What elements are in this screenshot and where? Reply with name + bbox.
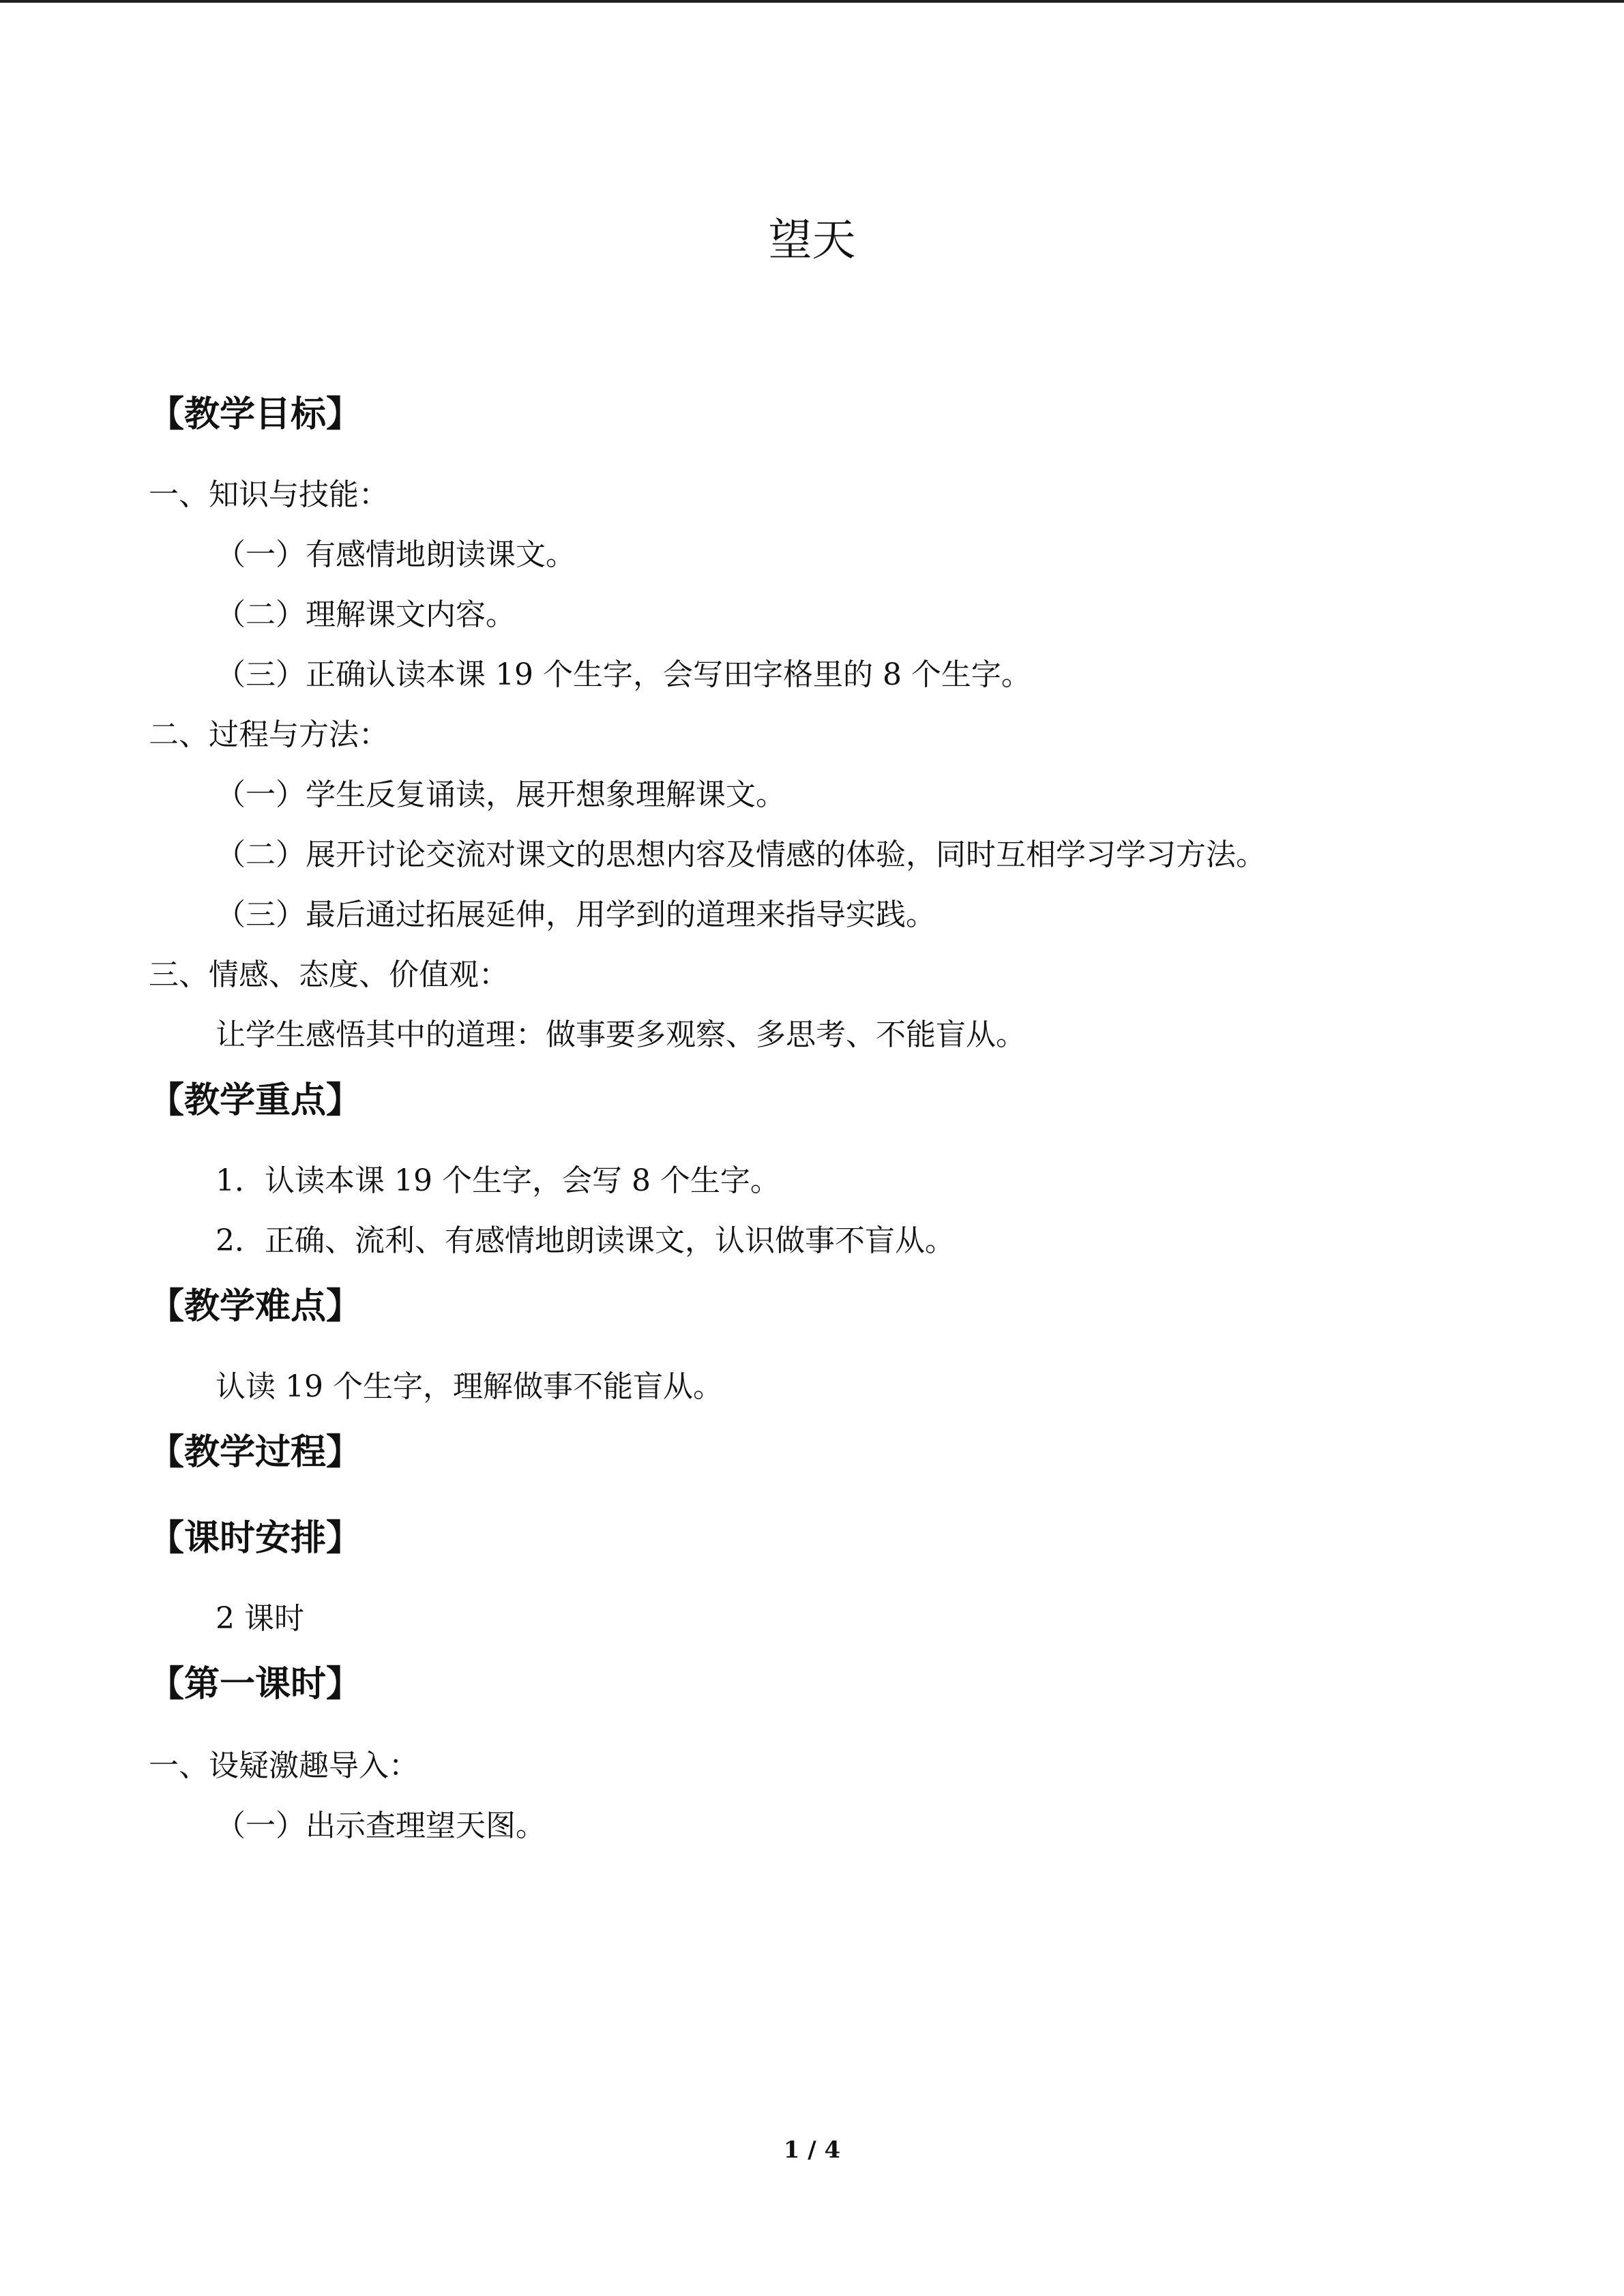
goals-part1-label: 一、知识与技能： xyxy=(149,477,389,512)
goals-part1-item-3: （三）正确认读本课 19 个生字，会写田字格里的 8 个生字。 xyxy=(216,657,1031,692)
lesson1-part1-item-1: （一）出示查理望天图。 xyxy=(216,1808,546,1843)
document-title: 望天 xyxy=(768,215,856,266)
heading-key-points: 【教学重点】 xyxy=(149,1080,362,1121)
goals-part3-text: 让学生感悟其中的道理：做事要多观察、多思考、不能盲从。 xyxy=(216,1017,1026,1052)
goals-part1-item-1: （一）有感情地朗读课文。 xyxy=(216,537,576,572)
page-top-border xyxy=(0,0,1624,3)
difficulties-text: 认读 19 个生字，理解做事不能盲从。 xyxy=(216,1369,723,1404)
goals-part2-item-1: （一）学生反复诵读，展开想象理解课文。 xyxy=(216,777,786,812)
goals-part2-item-3: （三）最后通过拓展延伸，用学到的道理来指导实践。 xyxy=(216,897,936,932)
heading-difficulties: 【教学难点】 xyxy=(149,1286,362,1327)
heading-schedule: 【课时安排】 xyxy=(149,1518,362,1559)
schedule-text: 2 课时 xyxy=(216,1601,304,1636)
goals-part2-item-2: （二）展开讨论交流对课文的思想内容及情感的体验，同时互相学习学习方法。 xyxy=(216,837,1266,872)
lesson1-part1-label: 一、设疑激趣导入： xyxy=(149,1748,419,1783)
heading-teaching-process: 【教学过程】 xyxy=(149,1432,362,1473)
goals-part2-label: 二、过程与方法： xyxy=(149,717,389,752)
key-point-item-2: 2．正确、流利、有感情地朗读课文，认识做事不盲从。 xyxy=(216,1223,955,1258)
heading-teaching-goals: 【教学目标】 xyxy=(149,394,362,435)
key-point-item-1: 1．认读本课 19 个生字，会写 8 个生字。 xyxy=(216,1163,780,1198)
page-number: 1 / 4 xyxy=(783,2136,841,2164)
goals-part1-item-2: （二）理解课文内容。 xyxy=(216,597,516,632)
goals-part3-label: 三、情感、态度、价值观： xyxy=(149,957,509,992)
heading-lesson-one: 【第一课时】 xyxy=(149,1664,362,1705)
